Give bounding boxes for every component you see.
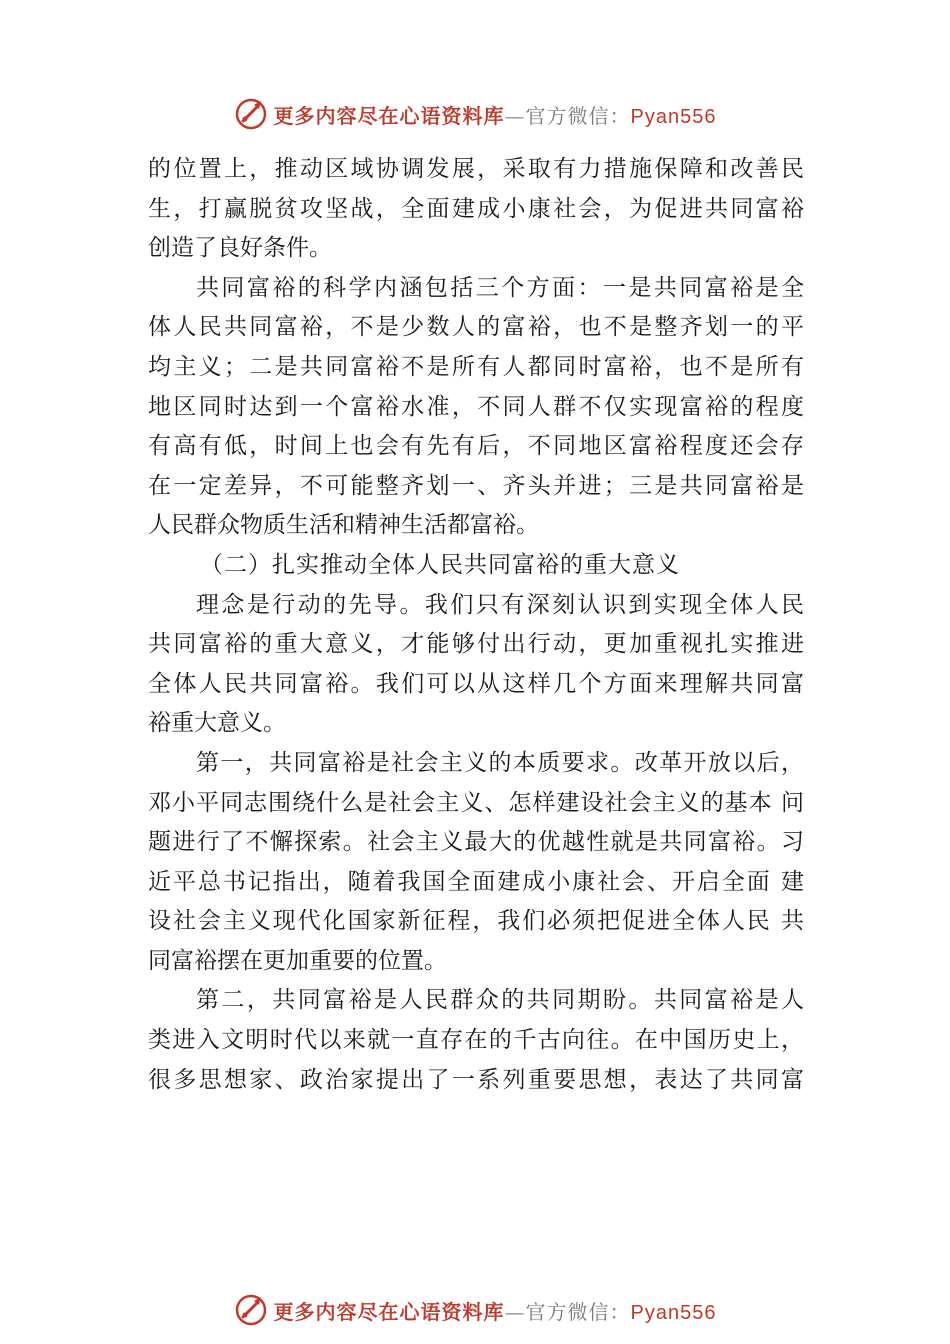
text-line: 很多思想家、政治家提出了一系列重要思想，表达了共同富	[148, 1066, 804, 1093]
header-separator: —	[504, 103, 526, 128]
text-line: 均主义；二是共同富裕不是所有人都同时富裕，也不是所有	[148, 353, 804, 380]
text-line: 理念是行动的先导。我们只有深刻认识到实现全体人民	[196, 591, 804, 618]
text-line: 全体人民共同富裕。我们可以从这样几个方面来理解共同富	[148, 670, 804, 697]
brand-logo-icon	[234, 1293, 268, 1327]
footer-separator: —	[504, 1299, 526, 1324]
document-body	[148, 150, 804, 1100]
brand-logo-icon	[234, 97, 268, 131]
text-line: 同富裕摆在更加重要的位置。	[148, 947, 447, 974]
text-line: 创造了良好条件。	[148, 235, 332, 262]
footer-text	[274, 1296, 717, 1325]
section-heading: （二）扎实推动全体人民共同富裕的重大意义	[200, 551, 680, 578]
text-line: 裕重大意义。	[148, 710, 286, 737]
header-text	[274, 100, 717, 129]
header-banner	[0, 94, 950, 134]
text-line: 在一定差异，不可能整齐划一、齐头并进；三是共同富裕是	[148, 472, 804, 499]
text-line: 邓小平同志围绕什么是社会主义、怎样建设社会主义的基本 问	[148, 789, 804, 816]
header-wechat-id: Pyan556	[630, 105, 717, 128]
footer-banner	[0, 1290, 950, 1330]
text-line: 生，打赢脱贫攻坚战，全面建成小康社会，为促进共同富裕	[148, 195, 804, 222]
header-wechat-label: 官方微信：	[525, 103, 631, 128]
text-line: 共同富裕的重大意义，才能够付出行动，更加重视扎实推进	[148, 631, 804, 658]
text-line: 的位置上，推动区域协调发展，采取有力措施保障和改善民	[148, 156, 804, 182]
text-line: 题进行了不懈探索。社会主义最大的优越性就是共同富裕。习	[148, 829, 804, 856]
footer-main-text: 更多内容尽在心语资料库	[273, 1299, 505, 1324]
text-line: 有高有低，时间上也会有先有后，不同地区富裕程度还会存	[148, 433, 804, 460]
text-line: 设社会主义现代化国家新征程，我们必须把促进全体人民 共	[148, 908, 804, 935]
text-line: 体人民共同富裕，不是少数人的富裕，也不是整齐划一的平	[148, 314, 804, 341]
text-line: 近平总书记指出，随着我国全面建成小康社会、开启全面 建	[148, 868, 804, 895]
footer-wechat-label: 官方微信：	[525, 1299, 631, 1324]
text-line: 类进入文明时代以来就一直存在的千古向往。在中国历史上，	[148, 1027, 804, 1054]
text-line: 第二，共同富裕是人民群众的共同期盼。共同富裕是人	[196, 987, 804, 1014]
text-line: 人民群众物质生活和精神生活都富裕。	[148, 512, 539, 539]
header-main-text: 更多内容尽在心语资料库	[273, 103, 505, 128]
text-line: 地区同时达到一个富裕水准，不同人群不仅实现富裕的程度	[148, 393, 804, 420]
footer-wechat-id: Pyan556	[630, 1301, 717, 1324]
text-line: 共同富裕的科学内涵包括三个方面：一是共同富裕是全	[196, 274, 804, 301]
text-line: 第一，共同富裕是社会主义的本质要求。改革开放以后，	[196, 749, 804, 776]
